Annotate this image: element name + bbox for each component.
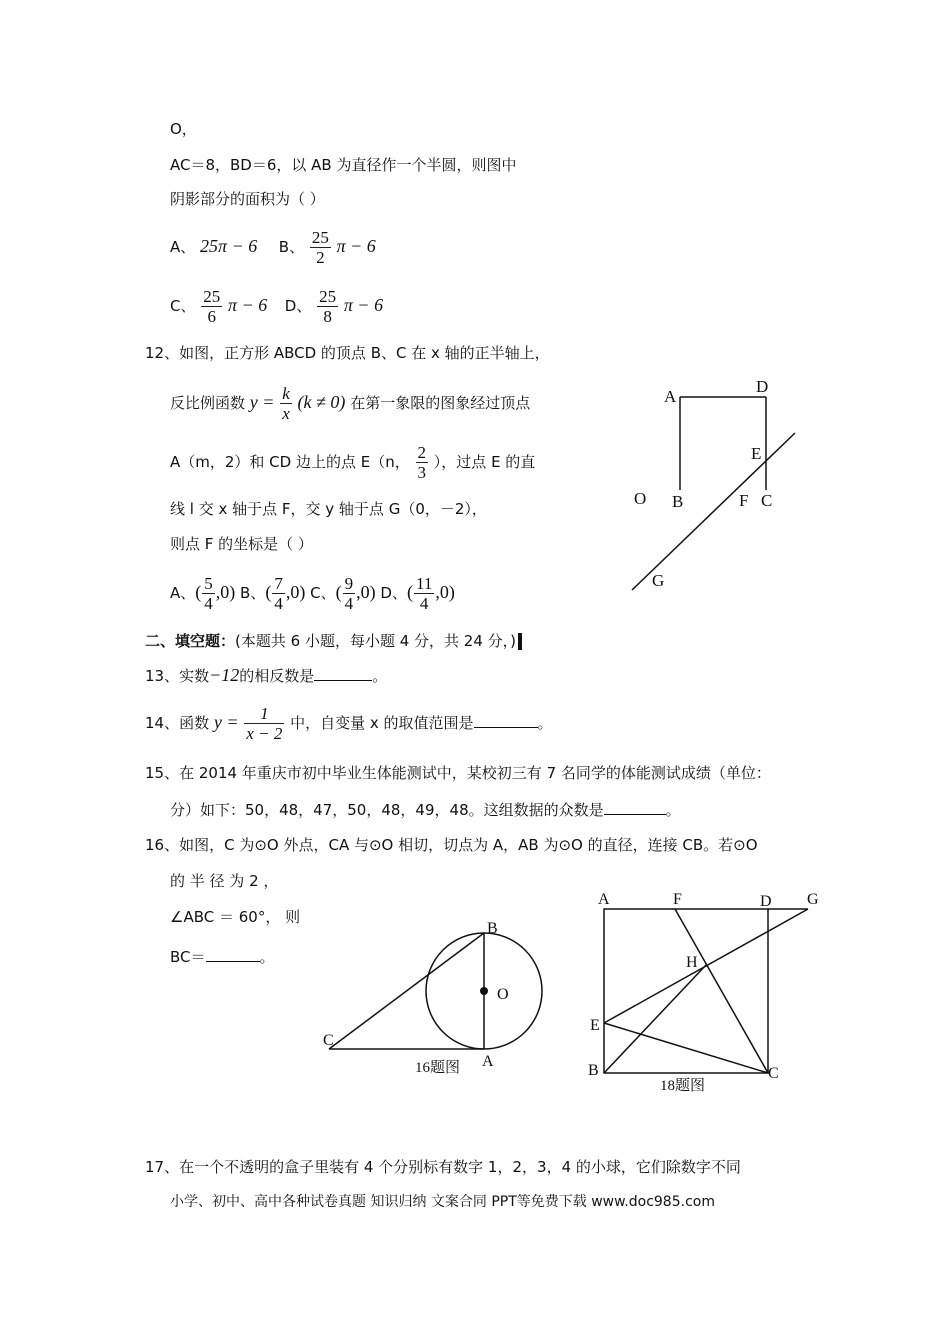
q12-line3 <box>170 440 535 484</box>
q16-label-O: O <box>497 986 509 1003</box>
q16-label-A: A <box>482 1053 494 1070</box>
q16-line4: BC＝ 。 <box>170 948 275 966</box>
q14-func-y: y = <box>213 712 239 732</box>
q11-optA-expr: 25π − 6 <box>200 236 258 256</box>
q16-figure <box>315 915 555 1080</box>
q14-blank[interactable] <box>474 713 538 728</box>
q12-optD-frac: $\frac{11}{4}$ <box>415 574 433 613</box>
q12-func-frac: $\frac{k}{x}$ <box>282 384 290 423</box>
q12-label-A: A <box>664 387 677 406</box>
q16-label-C: C <box>323 1032 334 1049</box>
q11-line1: O， <box>170 120 197 138</box>
q12-line4: 线 l 交 x 轴于点 F，交 y 轴于点 G（0，－2）， <box>170 500 487 518</box>
q11-optD-rest: π − 6 <box>343 295 384 315</box>
q12-options: A、( $\frac{5}{4}$ ,0) B、( $\frac{7}{4}$ ,0) C、( $\frac{9}{4}$ ,0) D、( $\frac{11}{4}$ ,0) <box>170 574 455 613</box>
q13-blank[interactable] <box>314 666 372 681</box>
q12-line1: 12、如图，正方形 ABCD 的顶点 B、C 在 x 轴的正半轴上， <box>145 344 550 362</box>
q12-line3-pre: A（m，2）和 CD 边上的点 E（n， <box>170 453 410 471</box>
q12-label-B: B <box>672 492 684 511</box>
q12-label-C: C <box>761 491 773 510</box>
footer-text: 小学、初中、高中各种试卷真题 知识归纳 文案合同 PPT等免费下载 www.doc985.com <box>170 1194 715 1210</box>
q12-line2-pre: 反比例函数 <box>170 394 246 412</box>
q12-func-y: y = <box>249 392 275 412</box>
q17-line1: 17、在一个不透明的盒子里装有 4 个分别标有数字 1，2，3，4 的小球，它们除数字不同 <box>145 1158 741 1176</box>
q11-optB-label: B、 <box>278 238 305 256</box>
q16-line2: 的 半 径 为 2 ， <box>170 872 279 890</box>
q16-center-dot <box>480 987 488 995</box>
q11-optC-rest: π − 6 <box>228 295 268 315</box>
q16-label-B: B <box>487 920 498 937</box>
fig18-label-D: D <box>760 893 772 910</box>
q12-optC-label: C、 <box>310 584 336 602</box>
q12-optD-label: D、 <box>380 584 407 602</box>
q16-line3: ∠ABC ＝ 60°， 则 <box>170 908 301 926</box>
q12-optB-frac: $\frac{7}{4}$ <box>274 574 283 613</box>
fig18-label-F: F <box>673 891 682 908</box>
q16-line1: 16、如图，C 为⊙O 外点，CA 与⊙O 相切，切点为 A，AB 为⊙O 的直径，连接 CB。若⊙O <box>145 836 758 854</box>
q12-E-frac: $\frac{2}{3}$ <box>417 443 427 482</box>
q13: 13、实数−12的相反数是 。 <box>145 665 388 685</box>
q12-optA-label: A、 <box>170 584 196 602</box>
q11-optD-frac: $\frac{25}{8}$ <box>319 287 337 326</box>
q15-blank[interactable] <box>604 800 666 815</box>
q12-line2-post: 在第一象限的图象经过顶点 <box>350 394 531 412</box>
q11-optD-label: D、 <box>284 297 312 315</box>
fig18-caption: 18题图 <box>660 1078 706 1094</box>
fig18-label-C: C <box>768 1065 779 1082</box>
q16-blank[interactable] <box>206 947 260 962</box>
q16-segment-CB <box>329 933 484 1049</box>
q11-options-cd <box>170 285 383 326</box>
q12-label-D: D <box>756 377 769 396</box>
q11-optC-label: C、 <box>170 297 196 315</box>
q12-optB-label: B、 <box>240 584 266 602</box>
fig18-label-H: H <box>686 954 698 971</box>
q11-optB-frac: $\frac{25}{2}$ <box>311 228 329 267</box>
q11-optC-frac: $\frac{25}{6}$ <box>203 287 221 326</box>
q12-label-E: E <box>751 444 762 463</box>
q16-caption: 16题图 <box>415 1060 461 1076</box>
q11-optA-label: A、 <box>170 238 196 256</box>
q12-label-F: F <box>739 491 749 510</box>
q12-line5: 则点 F 的坐标是（ ） <box>170 535 313 553</box>
section2-title: 二、填空题： <box>145 632 236 650</box>
q12-func-cond: (k ≠ 0) <box>297 392 346 412</box>
section2-heading <box>145 632 522 650</box>
section2-note: (本题共 6 小题，每小题 4 分，共 24 分，) <box>235 632 517 650</box>
q12-optA-frac: $\frac{5}{4}$ <box>204 574 213 613</box>
q12-label-O: O <box>634 489 647 508</box>
q12-line2 <box>170 380 530 425</box>
fig18-segment-BH <box>604 965 706 1073</box>
q12-line-l <box>632 433 795 590</box>
q14: 14、函数 y = $\frac{1}{x - 2}$ 中，自变量 x 的取值范围是 。 <box>145 704 553 743</box>
fig18-label-B: B <box>588 1062 599 1079</box>
q11-optB-rest: π − 6 <box>336 236 376 256</box>
q11-line3: 阴影部分的面积为（ ） <box>170 190 325 208</box>
q15-line2: 分）如下：50，48，47，50，48，49，48。这组数据的众数是 。 <box>170 801 681 819</box>
q12-label-G: G <box>652 571 665 590</box>
q12-figure <box>620 370 810 600</box>
q12-optC-frac: $\frac{9}{4}$ <box>344 574 354 613</box>
fig18-figure <box>580 885 830 1095</box>
q11-options-ab <box>170 226 376 267</box>
q15-line1: 15、在 2014 年重庆市初中毕业生体能测试中，某校初三有 7 名同学的体能测试成绩（单位： <box>145 764 771 782</box>
fig18-label-E: E <box>590 1017 600 1034</box>
fig18-label-G: G <box>807 891 819 908</box>
q13-expr: −12 <box>209 665 240 685</box>
q14-frac: $\frac{1}{x - 2}$ <box>246 704 283 743</box>
q12-line3-post: ），过点 E 的直 <box>433 453 536 471</box>
fig18-label-A: A <box>598 891 610 908</box>
q11-line2: AC＝8，BD＝6，以 AB 为直径作一个半圆，则图中 <box>170 156 517 174</box>
text-cursor <box>518 633 522 650</box>
